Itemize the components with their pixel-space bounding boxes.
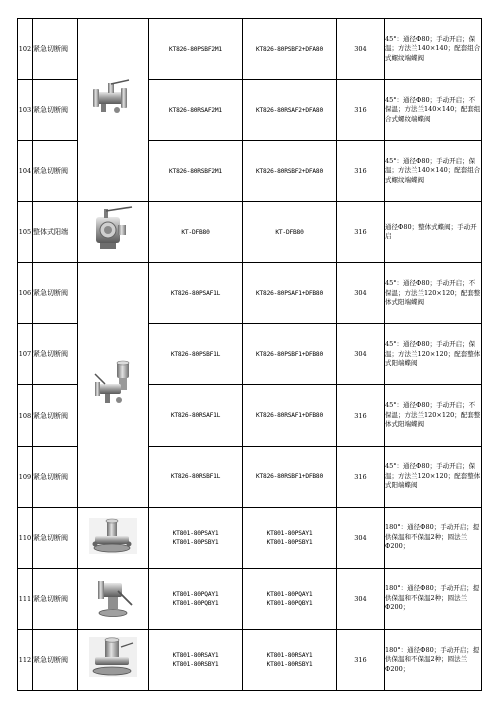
- description: 通径Φ80；整体式蝶阀；手动开启: [385, 202, 482, 263]
- assembly-model: KT801-80PSAY1 KT801-80PSBY1: [243, 507, 337, 568]
- product-image-cell: [78, 507, 149, 568]
- material: 316: [337, 446, 385, 507]
- product-name: 紧急切断阀: [33, 19, 78, 80]
- description: 45°：通径Φ80；手动开启；保温；方法兰120×120；配套整体式阳端蝶阀: [385, 324, 482, 385]
- row-number: 111: [18, 568, 33, 629]
- product-image-cell: [78, 629, 149, 690]
- row-number: 112: [18, 629, 33, 690]
- model-number: KT826-80PSAF1L: [149, 263, 243, 324]
- product-name: 紧急切断阀: [33, 263, 78, 324]
- product-name: 紧急切断阀: [33, 385, 78, 446]
- material: 316: [337, 80, 385, 141]
- description: 180°：通径Φ80；手动开启；提供保温和不保温2种；圆法兰Φ200；: [385, 629, 482, 690]
- row-number: 102: [18, 19, 33, 80]
- material: 316: [337, 385, 385, 446]
- row-number: 108: [18, 385, 33, 446]
- material: 304: [337, 568, 385, 629]
- product-image-cell: [78, 263, 149, 507]
- valve-photo: [91, 76, 135, 116]
- assembly-model: KT826-80RSBF2+DFA80: [243, 141, 337, 202]
- material: 304: [337, 507, 385, 568]
- product-name: 紧急切断阀: [33, 80, 78, 141]
- butterfly-valve-photo: [90, 205, 136, 255]
- row-number: 103: [18, 80, 33, 141]
- model-number: KT826-80PSBF2M1: [149, 19, 243, 80]
- description: 180°：通径Φ80；手动开启；提供保温和不保温2种；圆法兰Φ200；: [385, 568, 482, 629]
- product-name: 紧急切断阀: [33, 141, 78, 202]
- model-number: KT801-80PSAY1 KT801-80PSBY1: [149, 507, 243, 568]
- row-number: 109: [18, 446, 33, 507]
- table-row: [18, 629, 482, 690]
- material: 304: [337, 324, 385, 385]
- product-name: 紧急切断阀: [33, 568, 78, 629]
- assembly-model: KT826-80RSAF1+DFB80: [243, 385, 337, 446]
- product-name: 紧急切断阀: [33, 446, 78, 507]
- model-number: KT826-80RSBF2M1: [149, 141, 243, 202]
- round-valve-photo: [85, 514, 141, 558]
- description: 180°：通径Φ80；手动开启；提供保温和不保温2种；圆法兰Φ200；: [385, 507, 482, 568]
- assembly-model: KT826-80PSAF1+DFB80: [243, 263, 337, 324]
- assembly-model: KT826-80PSBF2+DFA80: [243, 19, 337, 80]
- product-spec-table: [17, 18, 482, 691]
- round-valve-photo: [85, 635, 141, 681]
- product-name: 紧急切断阀: [33, 507, 78, 568]
- handle-valve-photo: [88, 575, 138, 619]
- assembly-model: KT801-80RSAY1 KT801-80RSBY1: [243, 629, 337, 690]
- description: 45°：通径Φ80；手动开启；保温；方法兰140×140；配套组合式螺纹端蝶阀: [385, 19, 482, 80]
- assembly-model: KT826-80PSBF1+DFB80: [243, 324, 337, 385]
- row-number: 110: [18, 507, 33, 568]
- description: 45°：通径Φ80；手动开启；不保温；方法兰120×120；配套整体式阳端蝶阀: [385, 263, 482, 324]
- table-row: [18, 202, 482, 263]
- product-image-cell: [78, 19, 149, 202]
- row-number: 105: [18, 202, 33, 263]
- table-row: [18, 568, 482, 629]
- model-number: KT826-80RSAF1L: [149, 385, 243, 446]
- material: 316: [337, 202, 385, 263]
- material: 304: [337, 19, 385, 80]
- description: 45°：通径Φ80；手动开启；保温；方法兰140×140；配套组合式螺纹端蝶阀: [385, 141, 482, 202]
- model-number: KT801-80PQAY1 KT801-80PQBY1: [149, 568, 243, 629]
- assembly-model: KT-DFB80: [243, 202, 337, 263]
- model-number: KT826-80PSBF1L: [149, 324, 243, 385]
- valve-photo: [91, 360, 135, 406]
- table-row: [18, 19, 482, 80]
- material: 316: [337, 629, 385, 690]
- description: 45°：通径Φ80；手动开启；保温；方法兰120×120；配套整体式阳端蝶阀: [385, 446, 482, 507]
- model-number: KT-DFB80: [149, 202, 243, 263]
- product-image-cell: [78, 568, 149, 629]
- model-number: KT801-80RSAY1 KT801-80RSBY1: [149, 629, 243, 690]
- product-name: 紧急切断阀: [33, 629, 78, 690]
- table-row: [18, 263, 482, 324]
- product-name: 紧急切断阀: [33, 324, 78, 385]
- row-number: 106: [18, 263, 33, 324]
- assembly-model: KT801-80PQAY1 KT801-80PQBY1: [243, 568, 337, 629]
- model-number: KT826-80RSBF1L: [149, 446, 243, 507]
- table-row: [18, 507, 482, 568]
- row-number: 104: [18, 141, 33, 202]
- description: 45°：通径Φ80；手动开启；不保温；方法兰140×140；配套组合式螺纹端蝶阀: [385, 80, 482, 141]
- assembly-model: KT826-80RSAF2+DFA80: [243, 80, 337, 141]
- row-number: 107: [18, 324, 33, 385]
- product-name: 整体式阳端: [33, 202, 78, 263]
- product-image-cell: [78, 202, 149, 263]
- assembly-model: KT826-80RSBF1+DFB80: [243, 446, 337, 507]
- description: 45°：通径Φ80；手动开启；不保温；方法兰120×120；配套整体式阳端蝶阀: [385, 385, 482, 446]
- material: 316: [337, 141, 385, 202]
- model-number: KT826-80RSAF2M1: [149, 80, 243, 141]
- material: 304: [337, 263, 385, 324]
